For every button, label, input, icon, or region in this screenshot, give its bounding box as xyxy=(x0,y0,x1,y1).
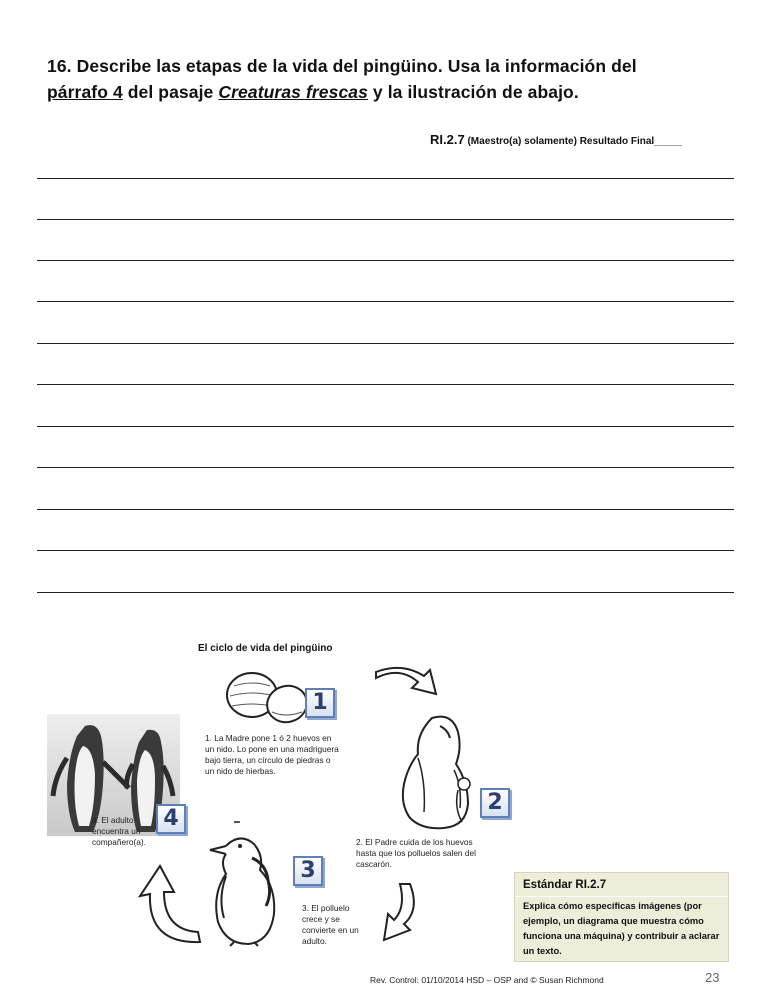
answer-line[interactable] xyxy=(37,426,734,427)
rubric-code: RI.2.7 xyxy=(430,132,465,147)
standard-text: Explica cómo específicas imágenes (por ejemplo, un diagrama que muestra cómo funciona una máquina) y contribuir a aclarar un texto. xyxy=(523,901,720,956)
answer-line[interactable] xyxy=(37,343,734,344)
rubric-label: (Maestro(a) solamente) Resultado Final_____ xyxy=(467,136,682,147)
step-3-text: 3. El polluelo crece y se convierte en un adulto. xyxy=(302,903,359,946)
question-number: 16. xyxy=(47,56,72,76)
arrow-right-icon xyxy=(372,664,442,714)
paragraph-reference: párrafo 4 xyxy=(47,82,123,102)
passage-title: Creaturas frescas xyxy=(218,82,368,102)
step-2-badge: 2 xyxy=(480,788,510,818)
step-3-badge: 3 xyxy=(293,856,323,886)
answer-line[interactable] xyxy=(37,178,734,179)
question-text-mid: del pasaje xyxy=(127,82,214,102)
question-line-1 xyxy=(47,54,727,78)
answer-line[interactable] xyxy=(37,384,734,385)
arrow-up-icon xyxy=(134,858,204,948)
answer-line[interactable] xyxy=(37,550,734,551)
page-number: 23 xyxy=(705,970,720,985)
answer-line[interactable] xyxy=(37,260,734,261)
answer-line[interactable] xyxy=(37,592,734,593)
diagram-title: El ciclo de vida del pingüino xyxy=(198,643,333,654)
standard-box xyxy=(514,872,729,962)
step-4-text: 4. El adulto encuentra un compañero(a). xyxy=(92,815,146,847)
answer-line[interactable] xyxy=(37,509,734,510)
step-4-badge: 4 xyxy=(156,804,186,834)
question-line-2 xyxy=(47,80,727,104)
step-1-text: 1. La Madre pone 1 ó 2 huevos en un nido. Lo pone en una madriguera bajo tierra, un círculo de piedras o un nido de hierbas. xyxy=(205,733,339,776)
step-1-badge: 1 xyxy=(305,688,335,718)
answer-line[interactable] xyxy=(37,301,734,302)
question-text: Describe las etapas de la vida del pingüino. Usa la información del xyxy=(76,56,637,76)
revision-footer: Rev. Control: 01/10/2014 HSD – OSP and © Susan Richmond xyxy=(370,975,604,985)
father-penguin-illustration xyxy=(396,712,482,832)
question-text-end: y la ilustración de abajo. xyxy=(372,82,579,102)
step-2-text: 2. El Padre cuida de los huevos hasta que los polluelos salen del cascarón. xyxy=(356,837,476,869)
teacher-rubric xyxy=(430,132,682,147)
standard-heading: Estándar RI.2.7 xyxy=(523,879,607,891)
standard-divider xyxy=(515,896,728,897)
young-penguin-illustration xyxy=(204,818,294,948)
penguin-eggs-illustration xyxy=(222,668,312,728)
answer-line[interactable] xyxy=(37,467,734,468)
answer-line[interactable] xyxy=(37,219,734,220)
arrow-down-icon xyxy=(378,880,428,946)
